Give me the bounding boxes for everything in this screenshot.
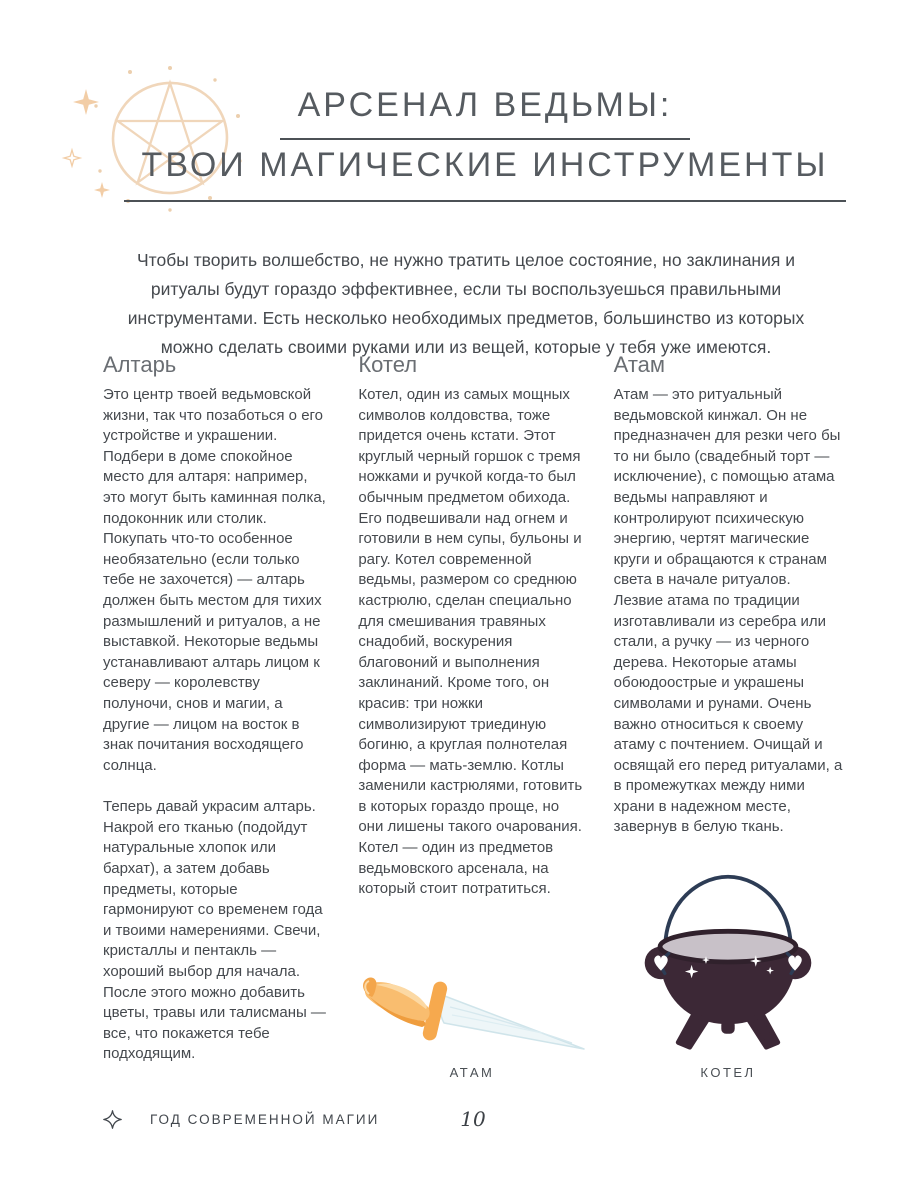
athame-dagger-icon	[356, 969, 588, 1056]
cauldron-figure-caption: КОТЕЛ	[700, 1065, 756, 1080]
cauldron-figure	[616, 868, 840, 1080]
column-heading-altar: Алтарь	[103, 352, 177, 377]
athame-paragraph: Атам — это ритуальный ведьмовской кинжал. Он не предназначен для резки чего бы то ни было (свадебный торт — исключение), с помощью атама ведьмы направляют и контролируют психическую энергию, чертят магические круги и обращаются к странам света в начале ритуалов. Лезвие атама по традиции изготавливали из серебра или стали, а ручку — из черного дерева. Некоторые атамы обоюдоострые и украшены символами и рунами. Очень важно относиться к своему атаму с почтением. Очищай и освящай его перед ритуалами, а в промежутках между ними храни в надежном месте, завернув в белую ткань.	[613, 386, 843, 836]
page-title-line2: ТВОИ МАГИЧЕСКИЕ ИНСТРУМЕНТЫ	[124, 146, 847, 202]
altar-paragraph-2: Теперь давай украсим алтарь. Накрой его тканью (подойдут натуральные хлопок или бархат), а затем добавь предметы, которые гармонируют со временем года и твоими намерениями. Свечи, кристаллы и пентакль — хороший выбор для начала. После этого можно добавить цветы, травы или талисманы — все, что покажется тебе подходящим.	[103, 798, 326, 1063]
column-cauldron	[358, 352, 587, 1065]
page-title-line1: АРСЕНАЛ ВЕДЬМЫ:	[280, 86, 691, 140]
column-heading-cauldron: Котел	[358, 352, 418, 377]
column-heading-athame: Атам	[613, 352, 666, 377]
cauldron-icon	[632, 871, 824, 1056]
footer-book-title: ГОД СОВРЕМЕННОЙ МАГИИ	[150, 1111, 380, 1127]
intro-paragraph: Чтобы творить волшебство, не нужно тратить целое состояние, но заклинания и ритуалы будут гораздо эффективнее, если ты воспользуешься правильными инструментами. Есть несколько необходимых предметов, большинство из которых можно сделать своими руками или из вещей, которые у тебя уже имеются.	[127, 249, 805, 357]
four-point-star-icon	[103, 1110, 122, 1129]
footer-page-number: 10	[460, 1107, 486, 1131]
athame-figure	[348, 966, 596, 1080]
page-footer	[103, 1106, 843, 1132]
cauldron-paragraph: Котел, один из самых мощных символов колдовства, тоже придется очень кстати. Этот круглый черный горшок с тремя ножками и ручкой когда-то был обычным предметом обихода. Его подвешивали над огнем и готовили в нем супы, бульоны и рагу. Котел современной ведьмы, размером со среднюю кастрюлю, сделан специально для смешивания травяных снадобий, воскурения благовоний и выполнения заклинаний. Кроме того, он красив: три ножки символизируют триединую богиню, а круглая полнотелая форма — мать-землю. Котлы заменили кастрюлями, готовить в которых гораздо проще, но они лишены такого очарования. Котел — один из предметов ведьмовского арсенала, на который стоит потратиться.	[358, 386, 583, 898]
page-title	[115, 86, 855, 202]
column-altar	[103, 352, 332, 1065]
altar-paragraph-1: Это центр твоей ведьмовской жизни, так что позаботься о его устройстве и украшении. Подбери в доме спокойное место для алтаря: например, это могут быть каминная полка, подоконник или столик. Покупать что-то особенное необязательно (если только тебе не захочется) — алтарь должен быть местом для тихих размышлений и ритуалов, а не выставкой. Некоторые ведьмы устанавливают алтарь лицом к северу — королевству полуночи, снов и магии, а другие — лицом на восток в знак почитания восходящего солнца.	[103, 386, 326, 774]
athame-figure-caption: АТАМ	[449, 1065, 495, 1080]
